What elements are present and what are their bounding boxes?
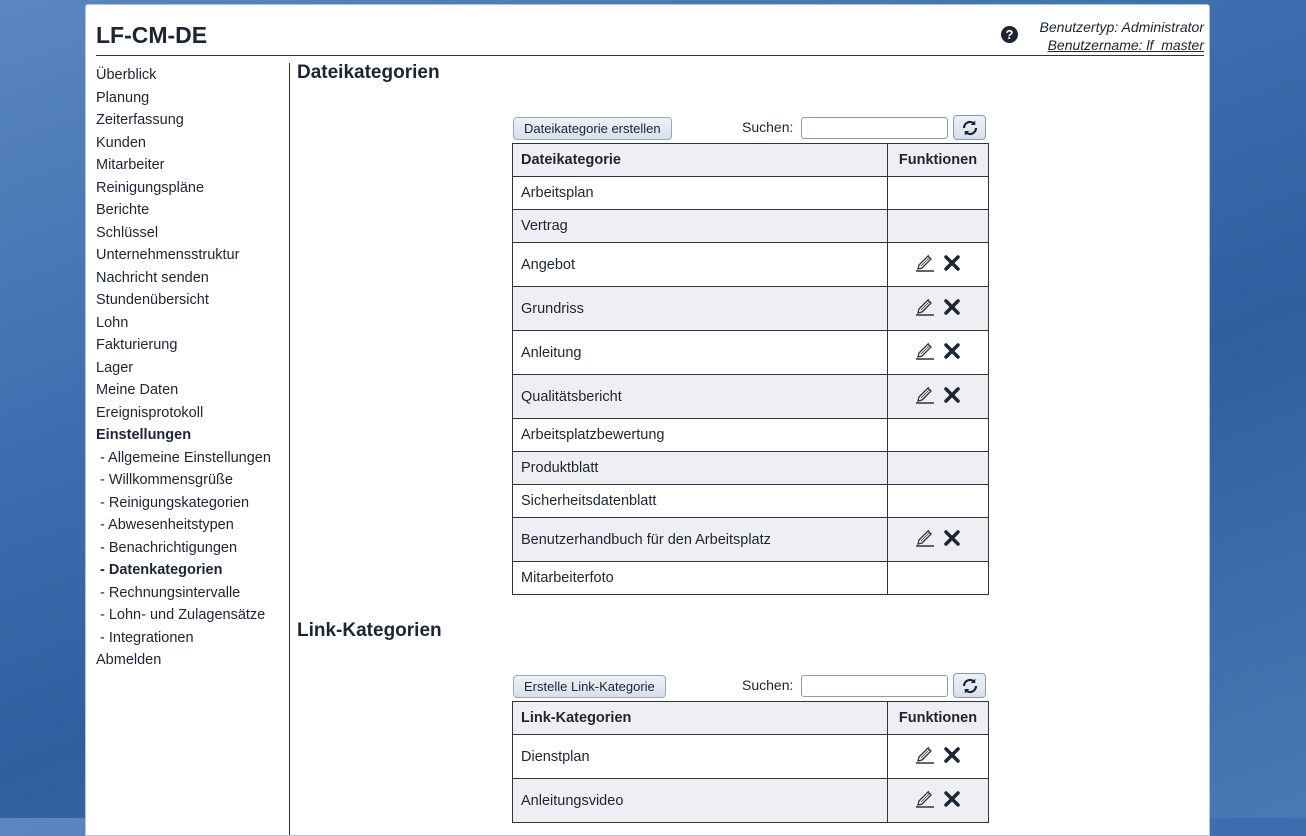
table-row (513, 177, 989, 210)
sidebar-subitem-7[interactable]: - Lohn- und Zulagensätze (100, 607, 266, 623)
sidebar-item-settings[interactable]: Einstellungen (96, 427, 192, 443)
create-link-category-button[interactable]: Erstelle Link-Kategorie (513, 675, 666, 698)
link-categories-search-label: Suchen: (742, 677, 794, 693)
user-type: Benutzertyp: Administrator (1039, 19, 1204, 35)
table-row (513, 419, 989, 452)
file-categories-col-name: Dateikategorie (513, 144, 888, 177)
sidebar-subitem-0[interactable]: - Allgemeine Einstellungen (100, 449, 271, 466)
sidebar-item-8[interactable]: Unternehmensstruktur (96, 247, 240, 263)
file-category-name-cell: Arbeitsplan (513, 177, 888, 210)
file-category-functions-cell (888, 419, 989, 452)
table-row (513, 243, 989, 287)
table-row (513, 518, 989, 562)
sidebar-item-14[interactable]: Meine Daten (96, 382, 179, 398)
file-category-name-cell: Qualitätsbericht (513, 375, 888, 419)
sidebar-item-logout[interactable]: Abmelden (96, 652, 162, 668)
sidebar-item-12[interactable]: Fakturierung (96, 337, 178, 353)
sidebar-subitem-3[interactable]: - Abwesenheitstypen (100, 517, 234, 533)
file-category-functions-cell (888, 331, 989, 375)
file-category-functions-cell (888, 485, 989, 518)
sidebar-item-5[interactable]: Reinigungspläne (96, 179, 205, 196)
edit-icon[interactable] (915, 386, 935, 404)
sidebar-item-11[interactable]: Lohn (96, 314, 129, 331)
sidebar-item-0[interactable]: Überblick (96, 67, 157, 83)
file-category-functions-cell (888, 243, 989, 287)
delete-icon[interactable] (943, 790, 961, 808)
file-categories-search-label: Suchen: (742, 119, 794, 135)
sidebar-divider (289, 63, 290, 835)
file-category-functions-cell (888, 562, 989, 595)
sidebar-item-1[interactable]: Planung (96, 89, 150, 106)
edit-icon[interactable] (915, 254, 935, 272)
edit-icon[interactable] (915, 790, 935, 808)
file-category-functions-cell (888, 287, 989, 331)
header (96, 5, 1204, 56)
sidebar-item-9[interactable]: Nachricht senden (96, 269, 209, 286)
sidebar-item-13[interactable]: Lager (96, 359, 134, 376)
help-icon[interactable]: ? (1001, 26, 1018, 43)
sidebar-item-7[interactable]: Schlüssel (96, 224, 159, 241)
link-category-functions-cell (888, 779, 989, 823)
table-row (513, 779, 989, 823)
file-categories-refresh-button[interactable] (953, 115, 986, 140)
table-row (513, 210, 989, 243)
file-category-name-cell: Produktblatt (513, 452, 888, 485)
file-category-name-cell: Vertrag (513, 210, 888, 243)
file-category-name-cell: Benutzerhandbuch für den Arbeitsplatz (513, 518, 888, 562)
edit-icon[interactable] (915, 342, 935, 360)
file-categories-search-input[interactable] (801, 117, 948, 139)
app-title: LF-CM-DE (96, 22, 208, 48)
sidebar-item-10[interactable]: Stundenübersicht (96, 292, 209, 308)
file-category-name-cell: Sicherheitsdatenblatt (513, 485, 888, 518)
link-categories-col-name: Link-Kategorien (513, 702, 888, 735)
link-category-functions-cell (888, 735, 989, 779)
user-name: Benutzername: lf_master (1047, 37, 1204, 53)
file-category-name-cell: Mitarbeiterfoto (513, 562, 888, 595)
edit-icon[interactable] (915, 298, 935, 316)
sidebar-subitem-5[interactable]: - Datenkategorien (100, 562, 223, 578)
file-category-name-cell: Angebot (513, 243, 888, 287)
file-category-name-cell: Anleitung (513, 331, 888, 375)
table-row (513, 331, 989, 375)
link-categories-table (512, 701, 989, 823)
link-category-name-cell: Anleitungsvideo (513, 779, 888, 823)
file-category-functions-cell (888, 177, 989, 210)
file-categories-title: Dateikategorien (297, 62, 440, 83)
table-row (513, 452, 989, 485)
file-category-functions-cell (888, 210, 989, 243)
user-info (1040, 18, 1204, 54)
edit-icon[interactable] (915, 746, 935, 764)
delete-icon[interactable] (943, 386, 961, 404)
file-categories-table (512, 143, 989, 595)
sidebar-item-3[interactable]: Kunden (96, 134, 146, 151)
sidebar-nav (96, 64, 289, 672)
file-categories-col-functions: Funktionen (888, 144, 989, 177)
edit-icon[interactable] (915, 529, 935, 547)
delete-icon[interactable] (943, 298, 961, 316)
sidebar-item-15[interactable]: Ereignisprotokoll (96, 404, 204, 421)
create-file-category-button[interactable]: Dateikategorie erstellen (513, 117, 672, 140)
link-categories-title: Link-Kategorien (297, 620, 442, 641)
sidebar-subitem-2[interactable]: - Reinigungskategorien (100, 494, 250, 511)
table-row (513, 485, 989, 518)
sidebar-subitem-4[interactable]: - Benachrichtigungen (100, 539, 238, 556)
file-category-functions-cell (888, 375, 989, 419)
sidebar-subitem-8[interactable]: - Integrationen (100, 629, 194, 646)
sidebar-item-4[interactable]: Mitarbeiter (96, 157, 165, 173)
file-category-name-cell: Grundriss (513, 287, 888, 331)
link-categories-search-input[interactable] (801, 675, 948, 697)
delete-icon[interactable] (943, 342, 961, 360)
file-category-name-cell: Arbeitsplatzbewertung (513, 419, 888, 452)
refresh-icon (961, 677, 979, 695)
file-category-functions-cell (888, 518, 989, 562)
sidebar-item-6[interactable]: Berichte (96, 202, 150, 218)
refresh-icon (961, 119, 979, 137)
table-row (513, 287, 989, 331)
delete-icon[interactable] (943, 529, 961, 547)
delete-icon[interactable] (943, 254, 961, 272)
table-row (513, 735, 989, 779)
sidebar-subitem-1[interactable]: - Willkommensgrüße (100, 472, 233, 488)
sidebar-item-2[interactable]: Zeiterfassung (96, 112, 184, 128)
link-categories-col-functions: Funktionen (888, 702, 989, 735)
link-categories-refresh-button[interactable] (953, 673, 986, 698)
table-row (513, 562, 989, 595)
sidebar-subitem-6[interactable]: - Rechnungsintervalle (100, 584, 241, 601)
file-category-functions-cell (888, 452, 989, 485)
table-row (513, 375, 989, 419)
link-category-name-cell: Dienstplan (513, 735, 888, 779)
main-window (85, 4, 1210, 836)
delete-icon[interactable] (943, 746, 961, 764)
